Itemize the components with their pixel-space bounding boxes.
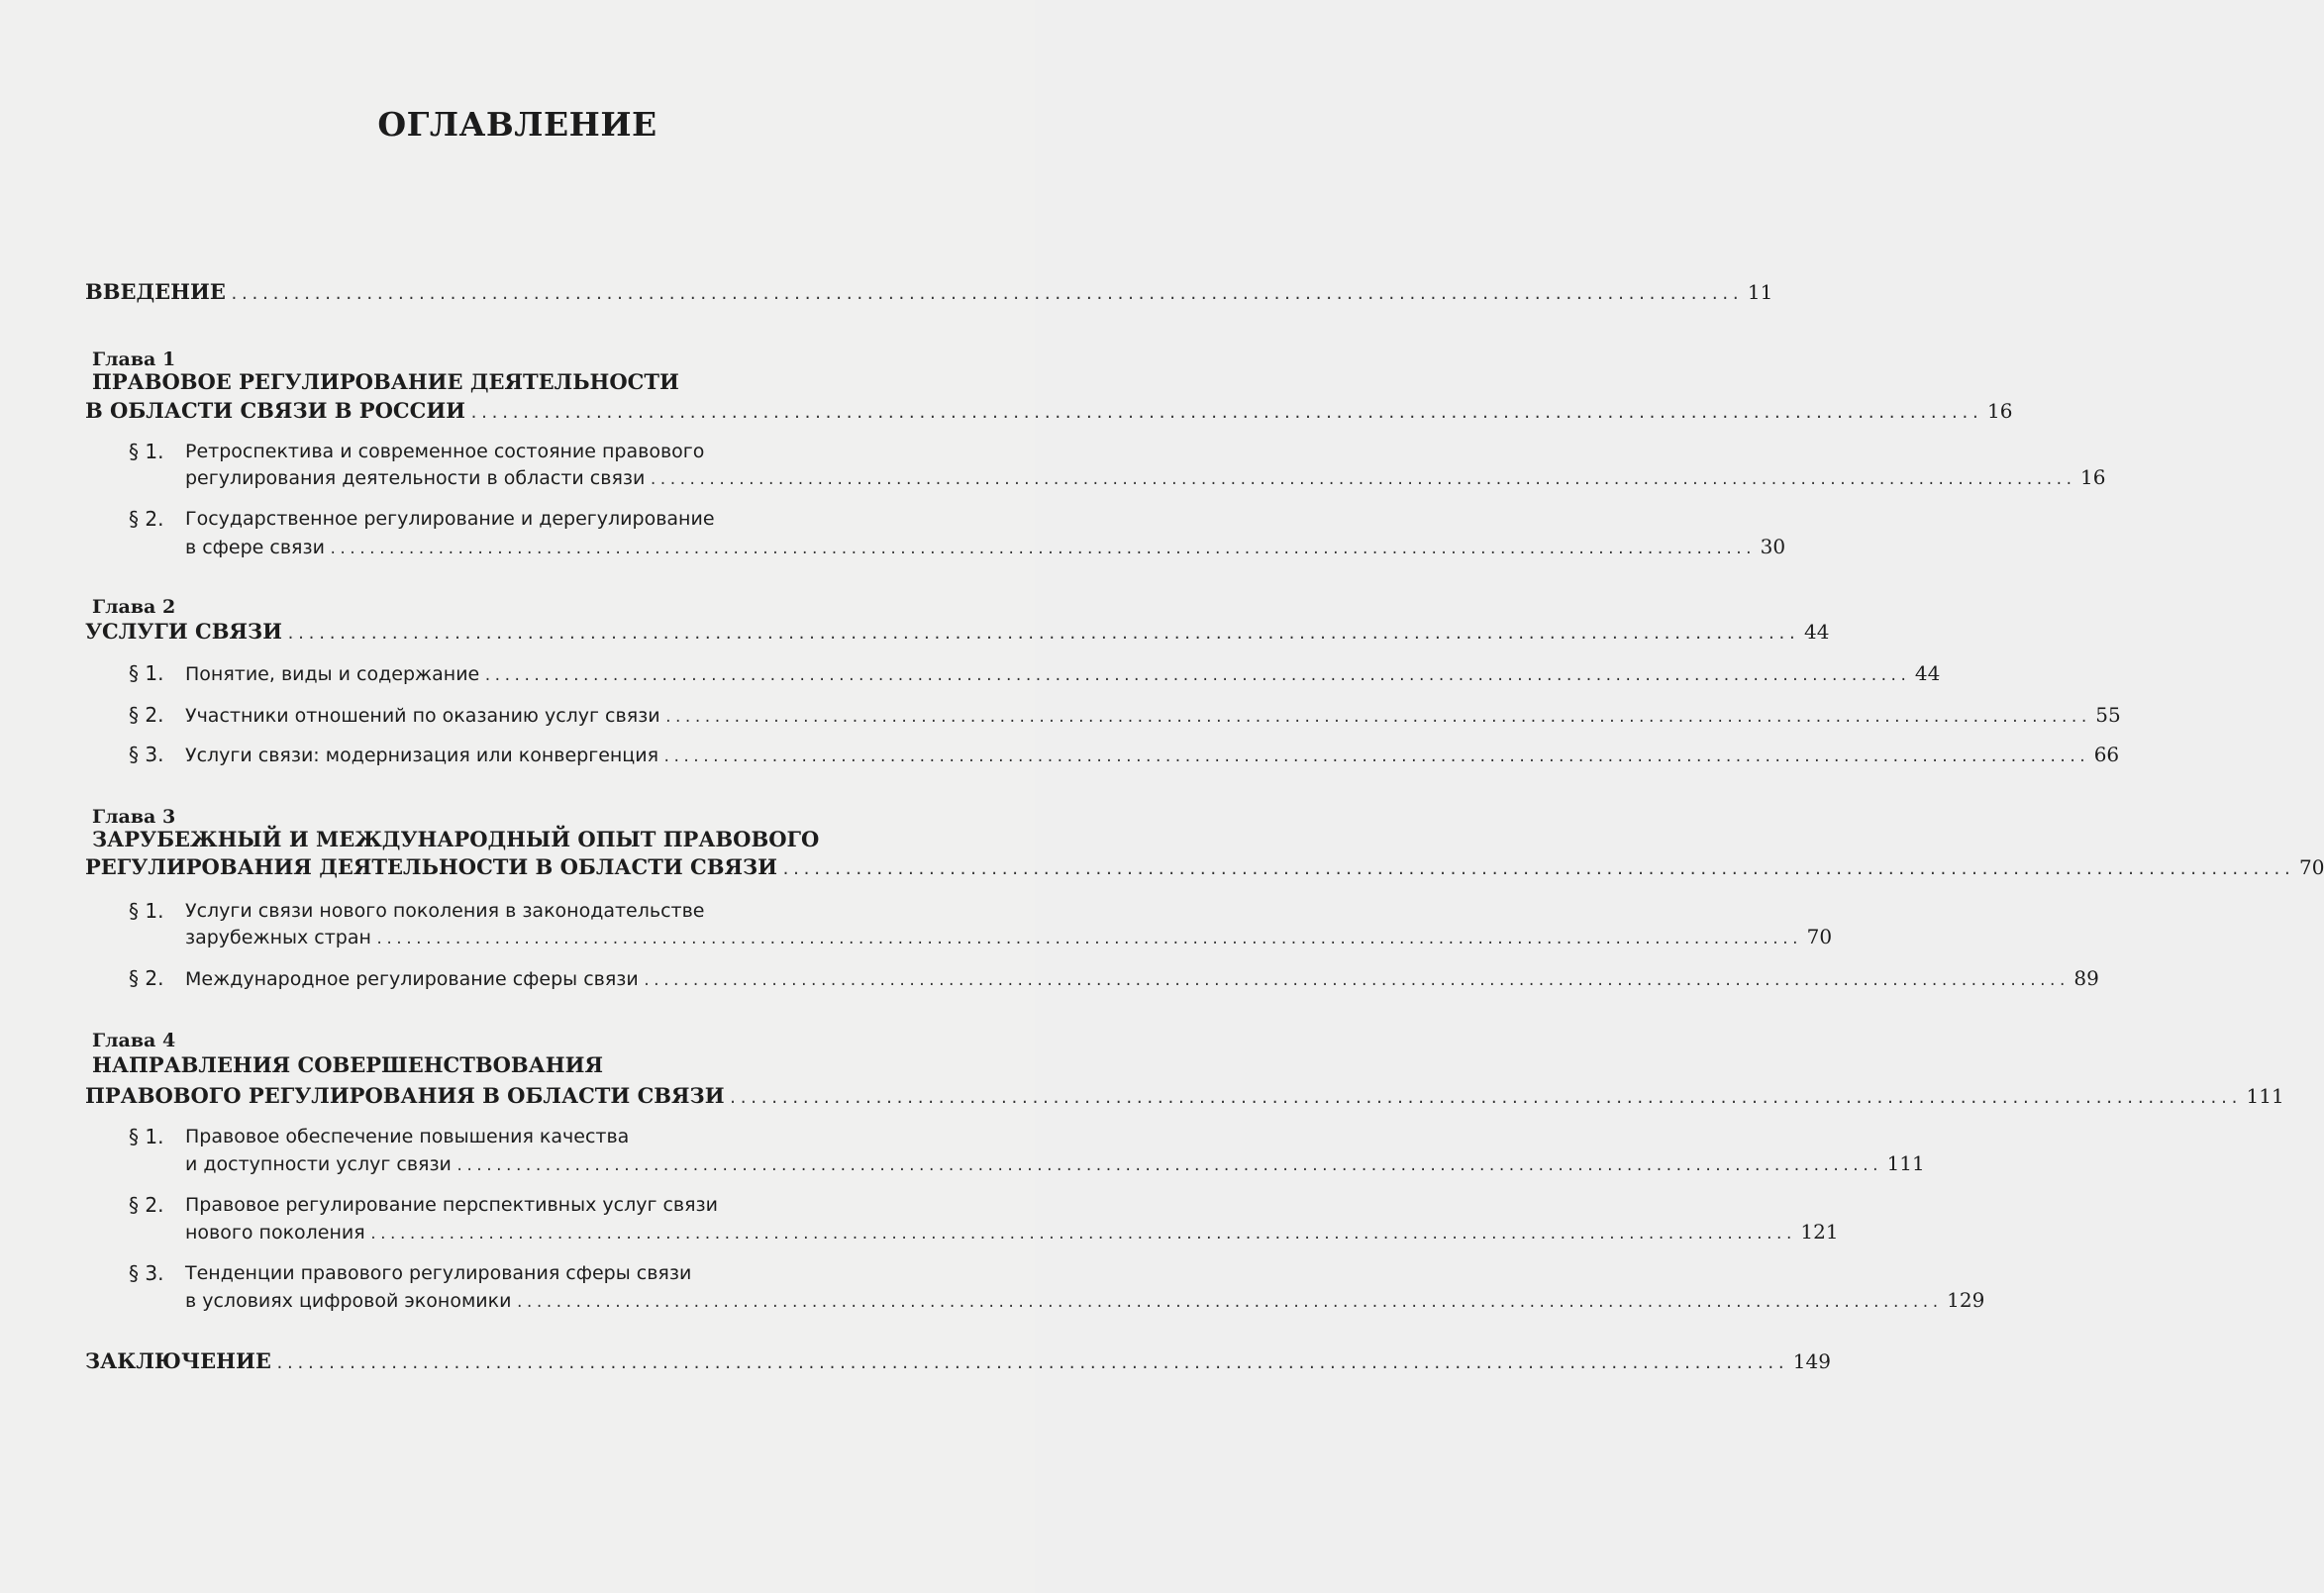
dot-leader: .................................................................................................................................................: [374, 932, 1801, 947]
toc-page-number: 44: [1914, 661, 1941, 685]
toc-page-number: 55: [2095, 703, 2121, 727]
dot-leader: .................................................................................................................................................: [328, 542, 1755, 557]
toc-section-line[interactable]: [129, 962, 2099, 994]
toc-page-number: 149: [1792, 1349, 1831, 1373]
dot-leader: .................................................................................................................................................: [368, 1227, 1795, 1243]
section-number: § 2.: [129, 1193, 164, 1217]
section-title-line[interactable]: Тенденции правового регулирования сферы связи: [185, 1262, 692, 1284]
toc-page-number: 70: [1806, 925, 1833, 948]
chapter-title-line[interactable]: ЗАРУБЕЖНЫЙ И МЕЖДУНАРОДНЫЙ ОПЫТ ПРАВОВОГО: [92, 827, 820, 851]
toc-page-number: 121: [1800, 1220, 1839, 1244]
toc-page-number: 89: [2073, 966, 2099, 990]
section-number: § 2.: [129, 507, 164, 531]
section-title-line[interactable]: Правовое обеспечение повышения качества: [185, 1126, 630, 1147]
section-title-line: Международное регулирование сферы связи: [185, 968, 639, 990]
dot-leader: .................................................................................................................................................: [662, 749, 2088, 765]
section-title-line: в сфере связи: [185, 537, 325, 558]
section-number: § 2.: [129, 966, 164, 990]
section-title-line[interactable]: Ретроспектива и современное состояние правового: [185, 441, 705, 462]
dot-leader: .................................................................................................................................................: [728, 1089, 2241, 1107]
toc-section-line[interactable]: [129, 657, 1941, 689]
dot-leader: .................................................................................................................................................: [469, 404, 1981, 422]
chapter-title-line[interactable]: НАПРАВЛЕНИЯ СОВЕРШЕНСТВОВАНИЯ: [92, 1052, 603, 1077]
section-number: § 3.: [129, 743, 164, 766]
toc-entry-label: ЗАКЛЮЧЕНИЕ: [85, 1348, 271, 1373]
toc-page-number: 66: [2093, 743, 2120, 766]
toc-chapter-last-line[interactable]: [85, 615, 1830, 648]
section-title-line: в условиях цифровой экономики: [185, 1290, 512, 1312]
toc-chapter-last-line[interactable]: [85, 394, 2013, 428]
chapter-title-line: В ОБЛАСТИ СВЯЗИ В РОССИИ: [85, 398, 465, 423]
toc-chapter-last-line[interactable]: [85, 1079, 2284, 1113]
toc-entry-conclusion[interactable]: [85, 1344, 1831, 1378]
dot-leader: .................................................................................................................................................: [455, 1158, 1881, 1174]
dot-leader: .................................................................................................................................................: [649, 472, 2075, 488]
section-title-line: и доступности услуг связи: [185, 1153, 452, 1175]
chapter-title-line: ПРАВОВОГО РЕГУЛИРОВАНИЯ В ОБЛАСТИ СВЯЗИ: [85, 1083, 725, 1108]
chapter-title-line: УСЛУГИ СВЯЗИ: [85, 619, 282, 644]
toc-page-number: 70: [2298, 855, 2324, 879]
toc-page-number: 16: [2080, 465, 2106, 489]
toc-section-last-line[interactable]: [185, 1147, 1925, 1179]
page-title: ОГЛАВЛЕНИЕ: [377, 105, 657, 144]
toc-section-last-line[interactable]: [185, 1216, 1839, 1247]
dot-leader: .................................................................................................................................................: [483, 668, 1909, 684]
toc-section-line[interactable]: [129, 739, 2120, 770]
section-number: § 1.: [129, 440, 164, 463]
toc-section-last-line[interactable]: [185, 921, 1833, 952]
section-title-line: регулирования деятельности в области связи: [185, 467, 646, 489]
section-title-line[interactable]: Услуги связи нового поколения в законодательстве: [185, 900, 705, 922]
toc-section-line[interactable]: [129, 699, 2121, 731]
toc-page-number: 44: [1803, 620, 1830, 644]
chapter-label: Глава 2: [92, 596, 176, 618]
chapter-label: Глава 4: [92, 1030, 176, 1051]
toc-entry-label: ВВЕДЕНИЕ: [85, 279, 226, 304]
dot-leader: .................................................................................................................................................: [663, 710, 2090, 726]
section-number: § 2.: [129, 703, 164, 727]
chapter-title-line: РЕГУЛИРОВАНИЯ ДЕЯТЕЛЬНОСТИ В ОБЛАСТИ СВЯЗИ: [85, 854, 777, 879]
chapter-label: Глава 3: [92, 806, 176, 828]
dot-leader: .................................................................................................................................................: [229, 285, 1742, 303]
dot-leader: .................................................................................................................................................: [515, 1295, 1942, 1311]
toc-page-number: 30: [1760, 535, 1786, 558]
section-number: § 1.: [129, 661, 164, 685]
dot-leader: .................................................................................................................................................: [286, 625, 1798, 643]
toc-page-number: 16: [1986, 399, 2013, 423]
toc-page-number: 111: [1886, 1151, 1925, 1175]
section-number: § 3.: [129, 1261, 164, 1285]
toc-page-number: 129: [1947, 1288, 1985, 1312]
section-title-line[interactable]: Государственное регулирование и дерегулирование: [185, 508, 715, 530]
dot-leader: .................................................................................................................................................: [642, 973, 2069, 989]
toc-section-last-line[interactable]: [185, 531, 1786, 562]
section-title-line: зарубежных стран: [185, 927, 371, 948]
chapter-title-line[interactable]: ПРАВОВОЕ РЕГУЛИРОВАНИЕ ДЕЯТЕЛЬНОСТИ: [92, 369, 679, 394]
section-title-line: нового поколения: [185, 1222, 365, 1244]
dot-leader: .................................................................................................................................................: [274, 1354, 1787, 1372]
toc-page-number: 111: [2246, 1084, 2284, 1108]
dot-leader: .................................................................................................................................................: [781, 860, 2293, 878]
toc-page-number: 11: [1747, 280, 1773, 304]
section-number: § 1.: [129, 899, 164, 923]
toc-section-last-line[interactable]: [185, 461, 2106, 493]
toc-section-last-line[interactable]: [185, 1284, 1985, 1316]
chapter-label: Глава 1: [92, 348, 176, 370]
section-title-line: Понятие, виды и содержание: [185, 663, 480, 685]
toc-chapter-last-line[interactable]: [85, 850, 2324, 884]
section-title-line: Участники отношений по оказанию услуг связи: [185, 705, 660, 727]
toc-entry-intro[interactable]: [85, 275, 1773, 309]
section-title-line: Услуги связи: модернизация или конвергенция: [185, 745, 659, 766]
section-title-line[interactable]: Правовое регулирование перспективных услуг связи: [185, 1194, 719, 1216]
section-number: § 1.: [129, 1125, 164, 1148]
